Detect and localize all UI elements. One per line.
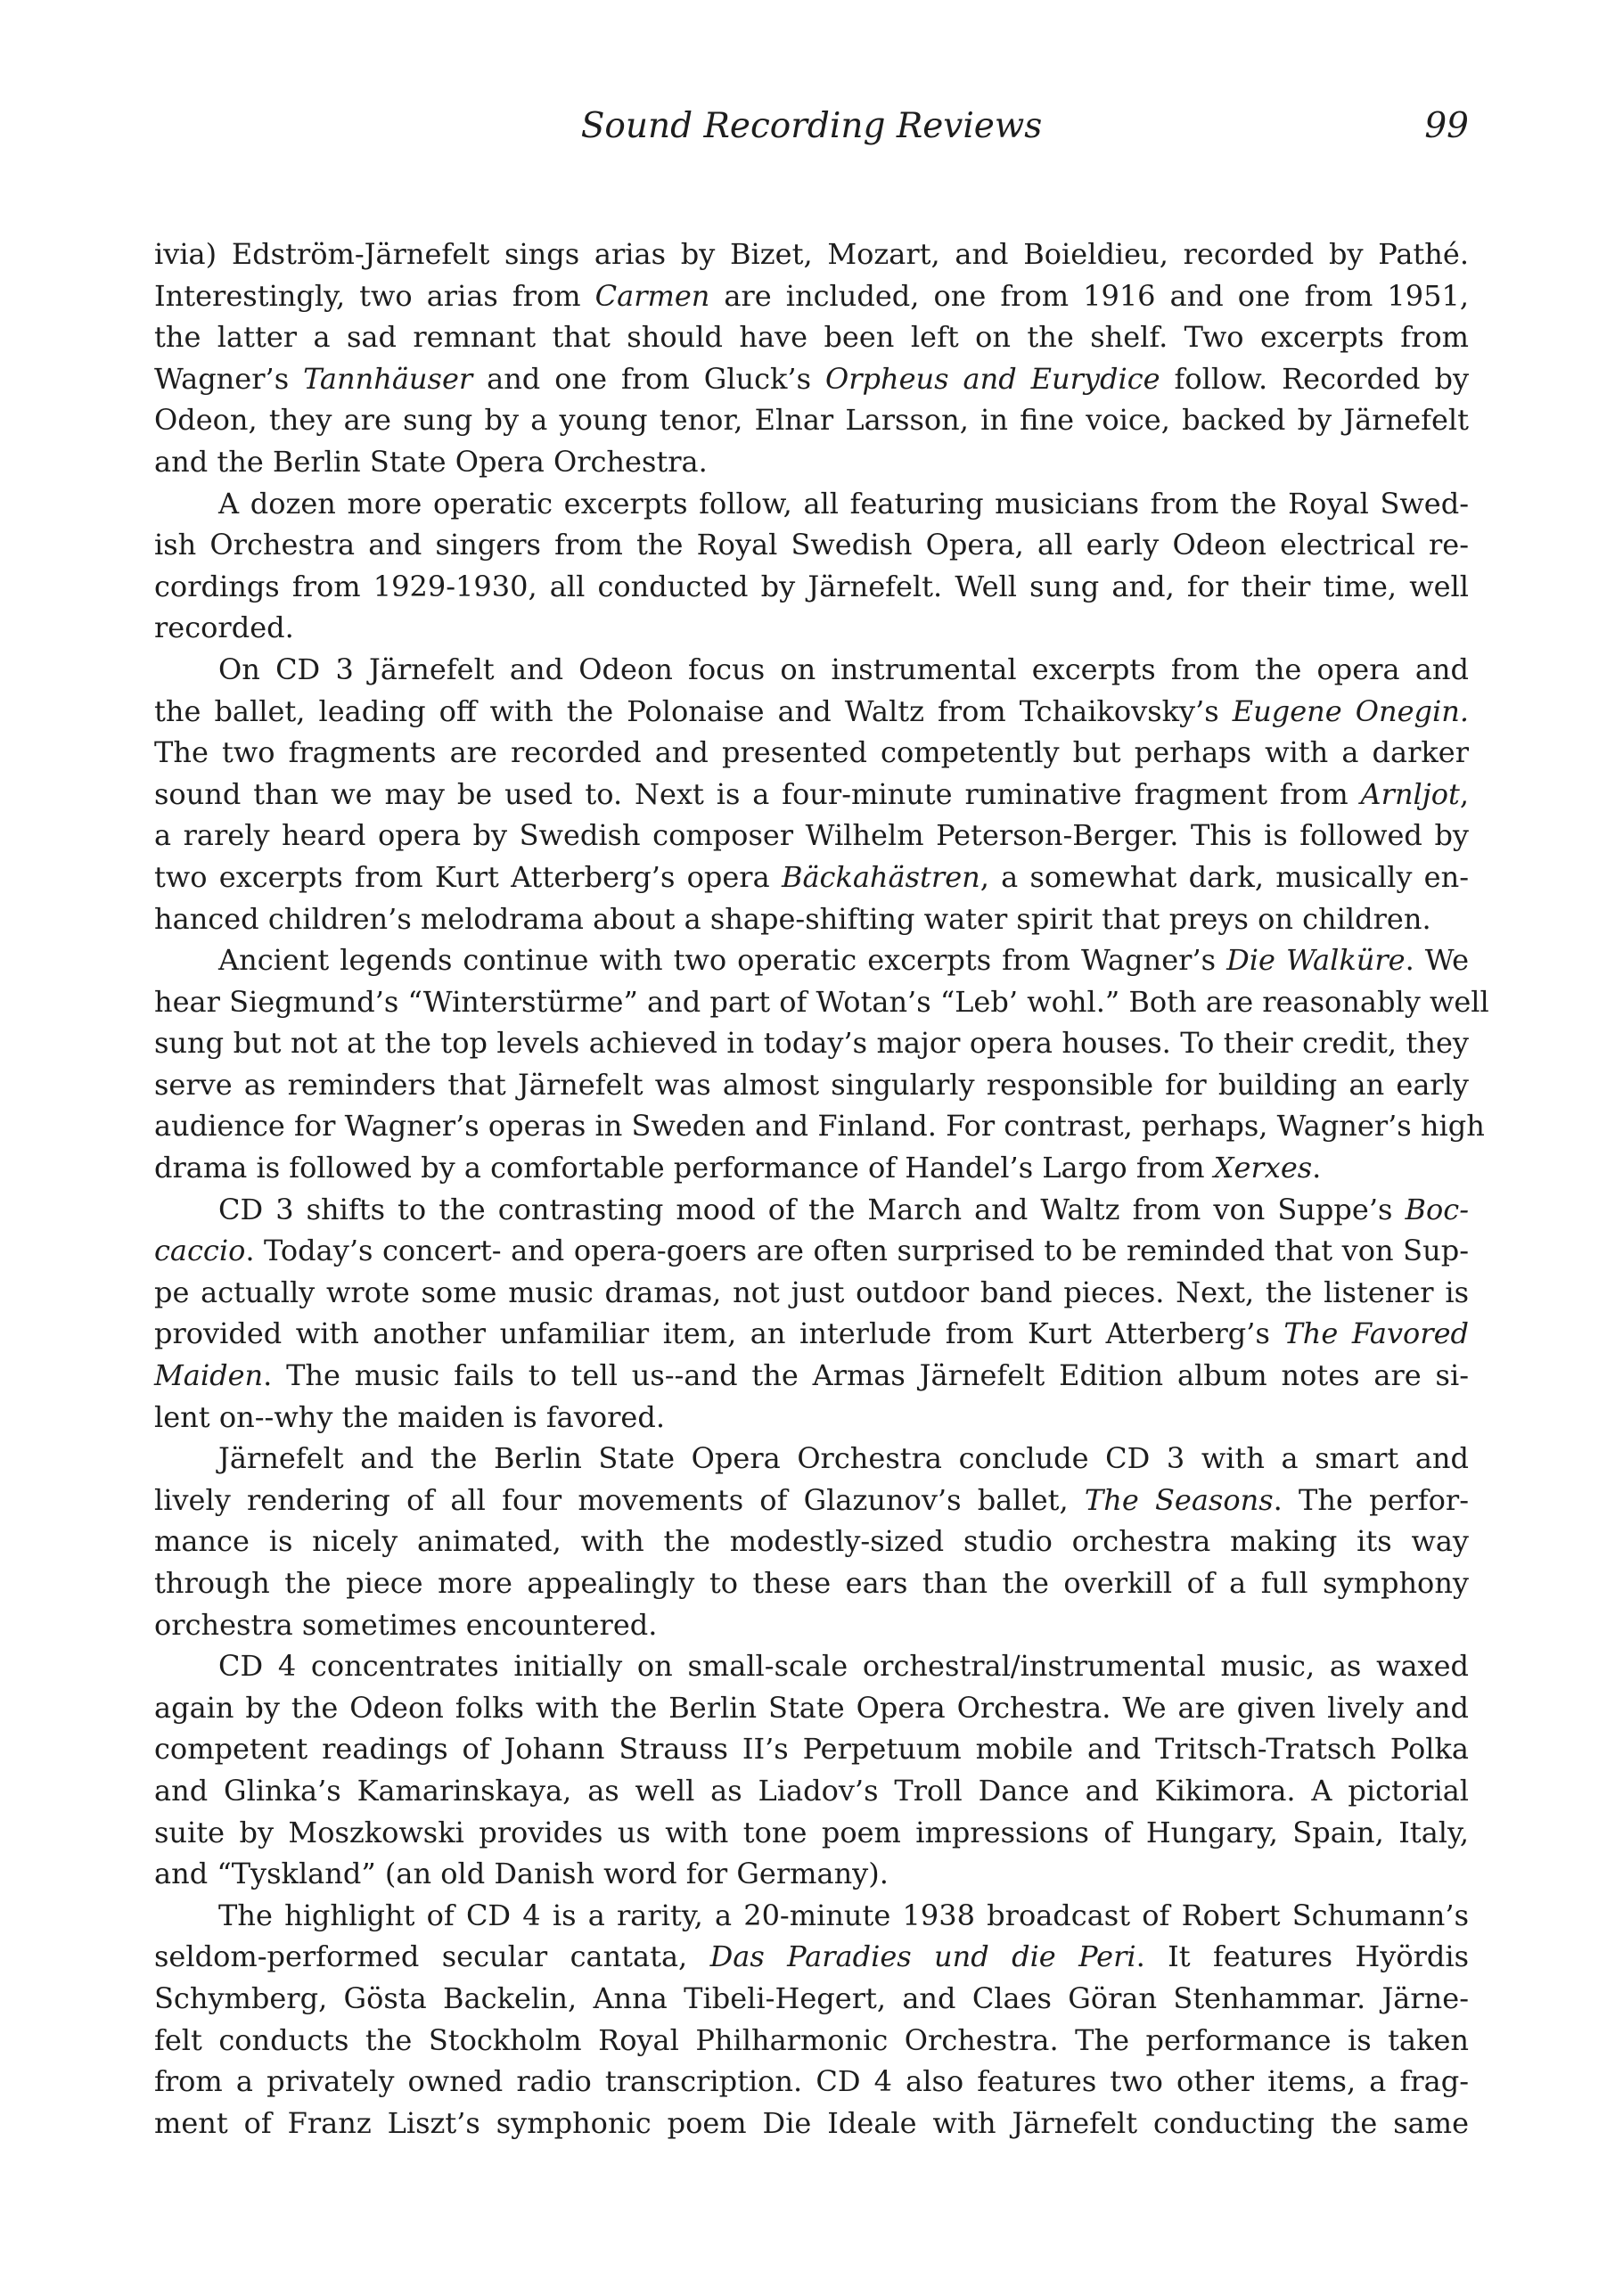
text-line [154, 815, 1469, 857]
text-run: and Glinka’s Kamarinskaya, as well as Liadov’s Troll Dance and Kikimora. A pictorial [154, 1773, 1469, 1808]
text-run: recorded. [154, 611, 294, 645]
body-text [154, 234, 1489, 2144]
page-number: 99 [1424, 106, 1469, 146]
text-run: ment of Franz Liszt’s symphonic poem Die Ideale with Järnefelt conducting the same [154, 2105, 1469, 2140]
text-run: the ballet, leading off with the Polonaise and Waltz from Tchaikovsky’s [154, 693, 1233, 728]
text-run: hear Siegmund’s “Winterstürme” and part of Wotan’s “Leb’ wohl.” Both are reasonably well [154, 984, 1489, 1019]
italic-title: Bäckahästren [781, 859, 980, 894]
text-run: ish Orchestra and singers from the Royal Swedish Opera, all early Odeon electrical re- [154, 528, 1469, 562]
text-line [154, 1521, 1469, 1562]
text-run: . Today’s concert- and opera-goers are often surprised to be reminded that von Sup- [245, 1234, 1469, 1268]
text-run: lively rendering of all four movements of Glazunov’s ballet, [154, 1482, 1085, 1517]
text-run: . It features Hyördis [1135, 1939, 1470, 1974]
text-line [154, 2020, 1469, 2062]
text-line [154, 1438, 1469, 1480]
text-line [154, 732, 1469, 774]
text-line [154, 1355, 1469, 1397]
text-line [154, 2103, 1469, 2144]
text-run: felt conducts the Stockholm Royal Philharmonic Orchestra. The performance is taken [154, 2022, 1469, 2057]
text-line [154, 898, 1469, 940]
text-line [154, 316, 1469, 358]
text-run: are included, one from 1916 and one from 1951, [709, 278, 1469, 313]
text-line [154, 607, 1469, 649]
text-run: sound than we may be used to. Next is a four-minute ruminative fragment from [154, 776, 1361, 811]
text-line [154, 1770, 1469, 1812]
text-line [154, 649, 1469, 691]
italic-title: Boc- [1405, 1192, 1469, 1226]
text-run: the latter a sad remnant that should have been left on the shelf. Two excerpts from [154, 320, 1469, 355]
text-line [154, 1812, 1469, 1854]
text-line [154, 1853, 1469, 1895]
text-run: The highlight of CD 4 is a rarity, a 20-minute 1938 broadcast of Robert Schumann’s [218, 1898, 1469, 1932]
text-line [154, 524, 1469, 566]
text-run: On CD 3 Järnefelt and Odeon focus on instrumental excerpts from the opera and [218, 652, 1469, 686]
text-run: ivia) Edström-Järnefelt sings arias by Bizet, Mozart, and Boieldieu, recorded by Pathé. [154, 237, 1469, 271]
italic-title: Das Paradies und die Peri [709, 1939, 1136, 1974]
text-line [154, 857, 1469, 898]
text-run: A dozen more operatic excerpts follow, all featuring musicians from the Royal Swed- [218, 486, 1469, 521]
italic-title: The Seasons [1084, 1482, 1274, 1517]
text-line [154, 691, 1469, 733]
text-run: through the piece more appealingly to these ears than the overkill of a full symphony [154, 1566, 1469, 1600]
text-line [154, 981, 1489, 1023]
text-run: drama is followed by a comfortable performance of Handel’s Largo from [154, 1151, 1214, 1185]
text-run: and one from Gluck’s [472, 361, 825, 396]
text-run: Interestingly, two arias from [154, 278, 595, 313]
text-run: mance is nicely animated, with the modestly-sized studio orchestra making its way [154, 1524, 1469, 1559]
text-run: serve as reminders that Järnefelt was almost singularly responsible for building an early [154, 1067, 1469, 1102]
text-run: CD 3 shifts to the contrasting mood of the March and Waltz from von Suppe’s [218, 1192, 1406, 1226]
text-line [154, 483, 1469, 525]
text-line [154, 399, 1469, 441]
text-line [154, 1728, 1469, 1770]
text-run: . We [1405, 943, 1470, 978]
italic-title: Carmen [594, 278, 710, 313]
italic-title: The Favored [1283, 1316, 1470, 1351]
text-line [154, 441, 1469, 483]
text-line [154, 1645, 1469, 1687]
text-run: cordings from 1929-1930, all conducted by Järnefelt. Well sung and, for their time, well [154, 569, 1469, 603]
text-line [154, 358, 1469, 400]
text-line [154, 1022, 1469, 1064]
text-run: two excerpts from Kurt Atterberg’s opera [154, 859, 782, 894]
text-line [154, 1978, 1469, 2020]
text-run: and the Berlin State Opera Orchestra. [154, 444, 708, 479]
running-head [154, 100, 1469, 153]
text-run: The two fragments are recorded and presented competently but perhaps with a darker [154, 735, 1469, 770]
text-line [154, 774, 1469, 816]
text-run: a rarely heard opera by Swedish composer Wilhelm Peterson-Berger. This is followed by [154, 818, 1469, 853]
text-run: orchestra sometimes encountered. [154, 1607, 658, 1642]
italic-title: Eugene Onegin. [1232, 693, 1470, 728]
text-run: . The music fails to tell us--and the Armas Järnefelt Edition album notes are si- [263, 1358, 1469, 1393]
text-line [154, 1936, 1469, 1978]
text-line [154, 2061, 1469, 2103]
text-run: Schymberg, Gösta Backelin, Anna Tibeli-Hegert, and Claes Göran Stenhammar. Järne- [154, 1980, 1469, 2015]
text-line [154, 566, 1469, 608]
italic-title: caccio [154, 1234, 246, 1268]
text-run: sung but not at the top levels achieved in today’s major opera houses. To their credit, they [154, 1026, 1469, 1061]
text-run: Ancient legends continue with two operatic excerpts from Wagner’s [218, 943, 1227, 978]
text-run: provided with another unfamiliar item, an interlude from Kurt Atterberg’s [154, 1316, 1284, 1351]
text-line [154, 1480, 1469, 1521]
text-run: . [1312, 1151, 1322, 1185]
text-line [154, 1895, 1469, 1937]
text-line [154, 1147, 1469, 1189]
text-line [154, 1230, 1469, 1272]
italic-title: Die Walküre [1226, 943, 1406, 978]
text-line [154, 1064, 1469, 1106]
text-line [154, 1189, 1469, 1231]
text-line [154, 1105, 1485, 1147]
text-line [154, 1687, 1469, 1729]
text-run: seldom-performed secular cantata, [154, 1939, 710, 1974]
text-line [154, 1313, 1469, 1355]
text-line [154, 1562, 1469, 1604]
italic-title: Xerxes [1213, 1151, 1313, 1185]
running-title: Sound Recording Reviews [580, 106, 1043, 146]
text-line [154, 1604, 1469, 1646]
text-line [154, 939, 1469, 981]
italic-title: Orpheus and Eurydice [824, 361, 1160, 396]
text-run: hanced children’s melodrama about a shape-shifting water spirit that preys on children. [154, 901, 1431, 936]
text-run: suite by Moszkowski provides us with tone poem impressions of Hungary, Spain, Italy, [154, 1815, 1469, 1849]
text-run: Järnefelt and the Berlin State Opera Orchestra conclude CD 3 with a smart and [218, 1441, 1469, 1476]
text-run: audience for Wagner’s operas in Sweden and Finland. For contrast, perhaps, Wagner’s high [154, 1109, 1485, 1144]
text-run: competent readings of Johann Strauss II’s Perpetuum mobile and Tritsch-Tratsch Polka [154, 1732, 1469, 1767]
text-run: follow. Recorded by [1160, 361, 1470, 396]
italic-title: Arnljot [1360, 776, 1460, 811]
italic-title: Maiden [154, 1358, 264, 1393]
text-run: , [1459, 776, 1469, 811]
text-run: , a somewhat dark, musically en- [980, 859, 1470, 894]
text-run: lent on--why the maiden is favored. [154, 1399, 665, 1434]
text-run: . The perfor- [1273, 1482, 1470, 1517]
text-line [154, 275, 1469, 317]
text-line [154, 1272, 1469, 1314]
text-run: Wagner’s [154, 361, 304, 396]
text-run: pe actually wrote some music dramas, not just outdoor band pieces. Next, the listener is [154, 1275, 1469, 1309]
text-run: from a privately owned radio transcription. CD 4 also features two other items, a frag- [154, 2064, 1469, 2099]
text-line [154, 234, 1469, 275]
text-run: CD 4 concentrates initially on small-scale orchestral/instrumental music, as waxed [218, 1649, 1469, 1684]
text-run: again by the Odeon folks with the Berlin State Opera Orchestra. We are given lively and [154, 1690, 1469, 1725]
text-run: Odeon, they are sung by a young tenor, Elnar Larsson, in fine voice, backed by Järnefelt [154, 403, 1469, 438]
text-run: and “Tyskland” (an old Danish word for Germany). [154, 1857, 889, 1891]
text-line [154, 1397, 1469, 1439]
italic-title: Tannhäuser [303, 361, 473, 396]
